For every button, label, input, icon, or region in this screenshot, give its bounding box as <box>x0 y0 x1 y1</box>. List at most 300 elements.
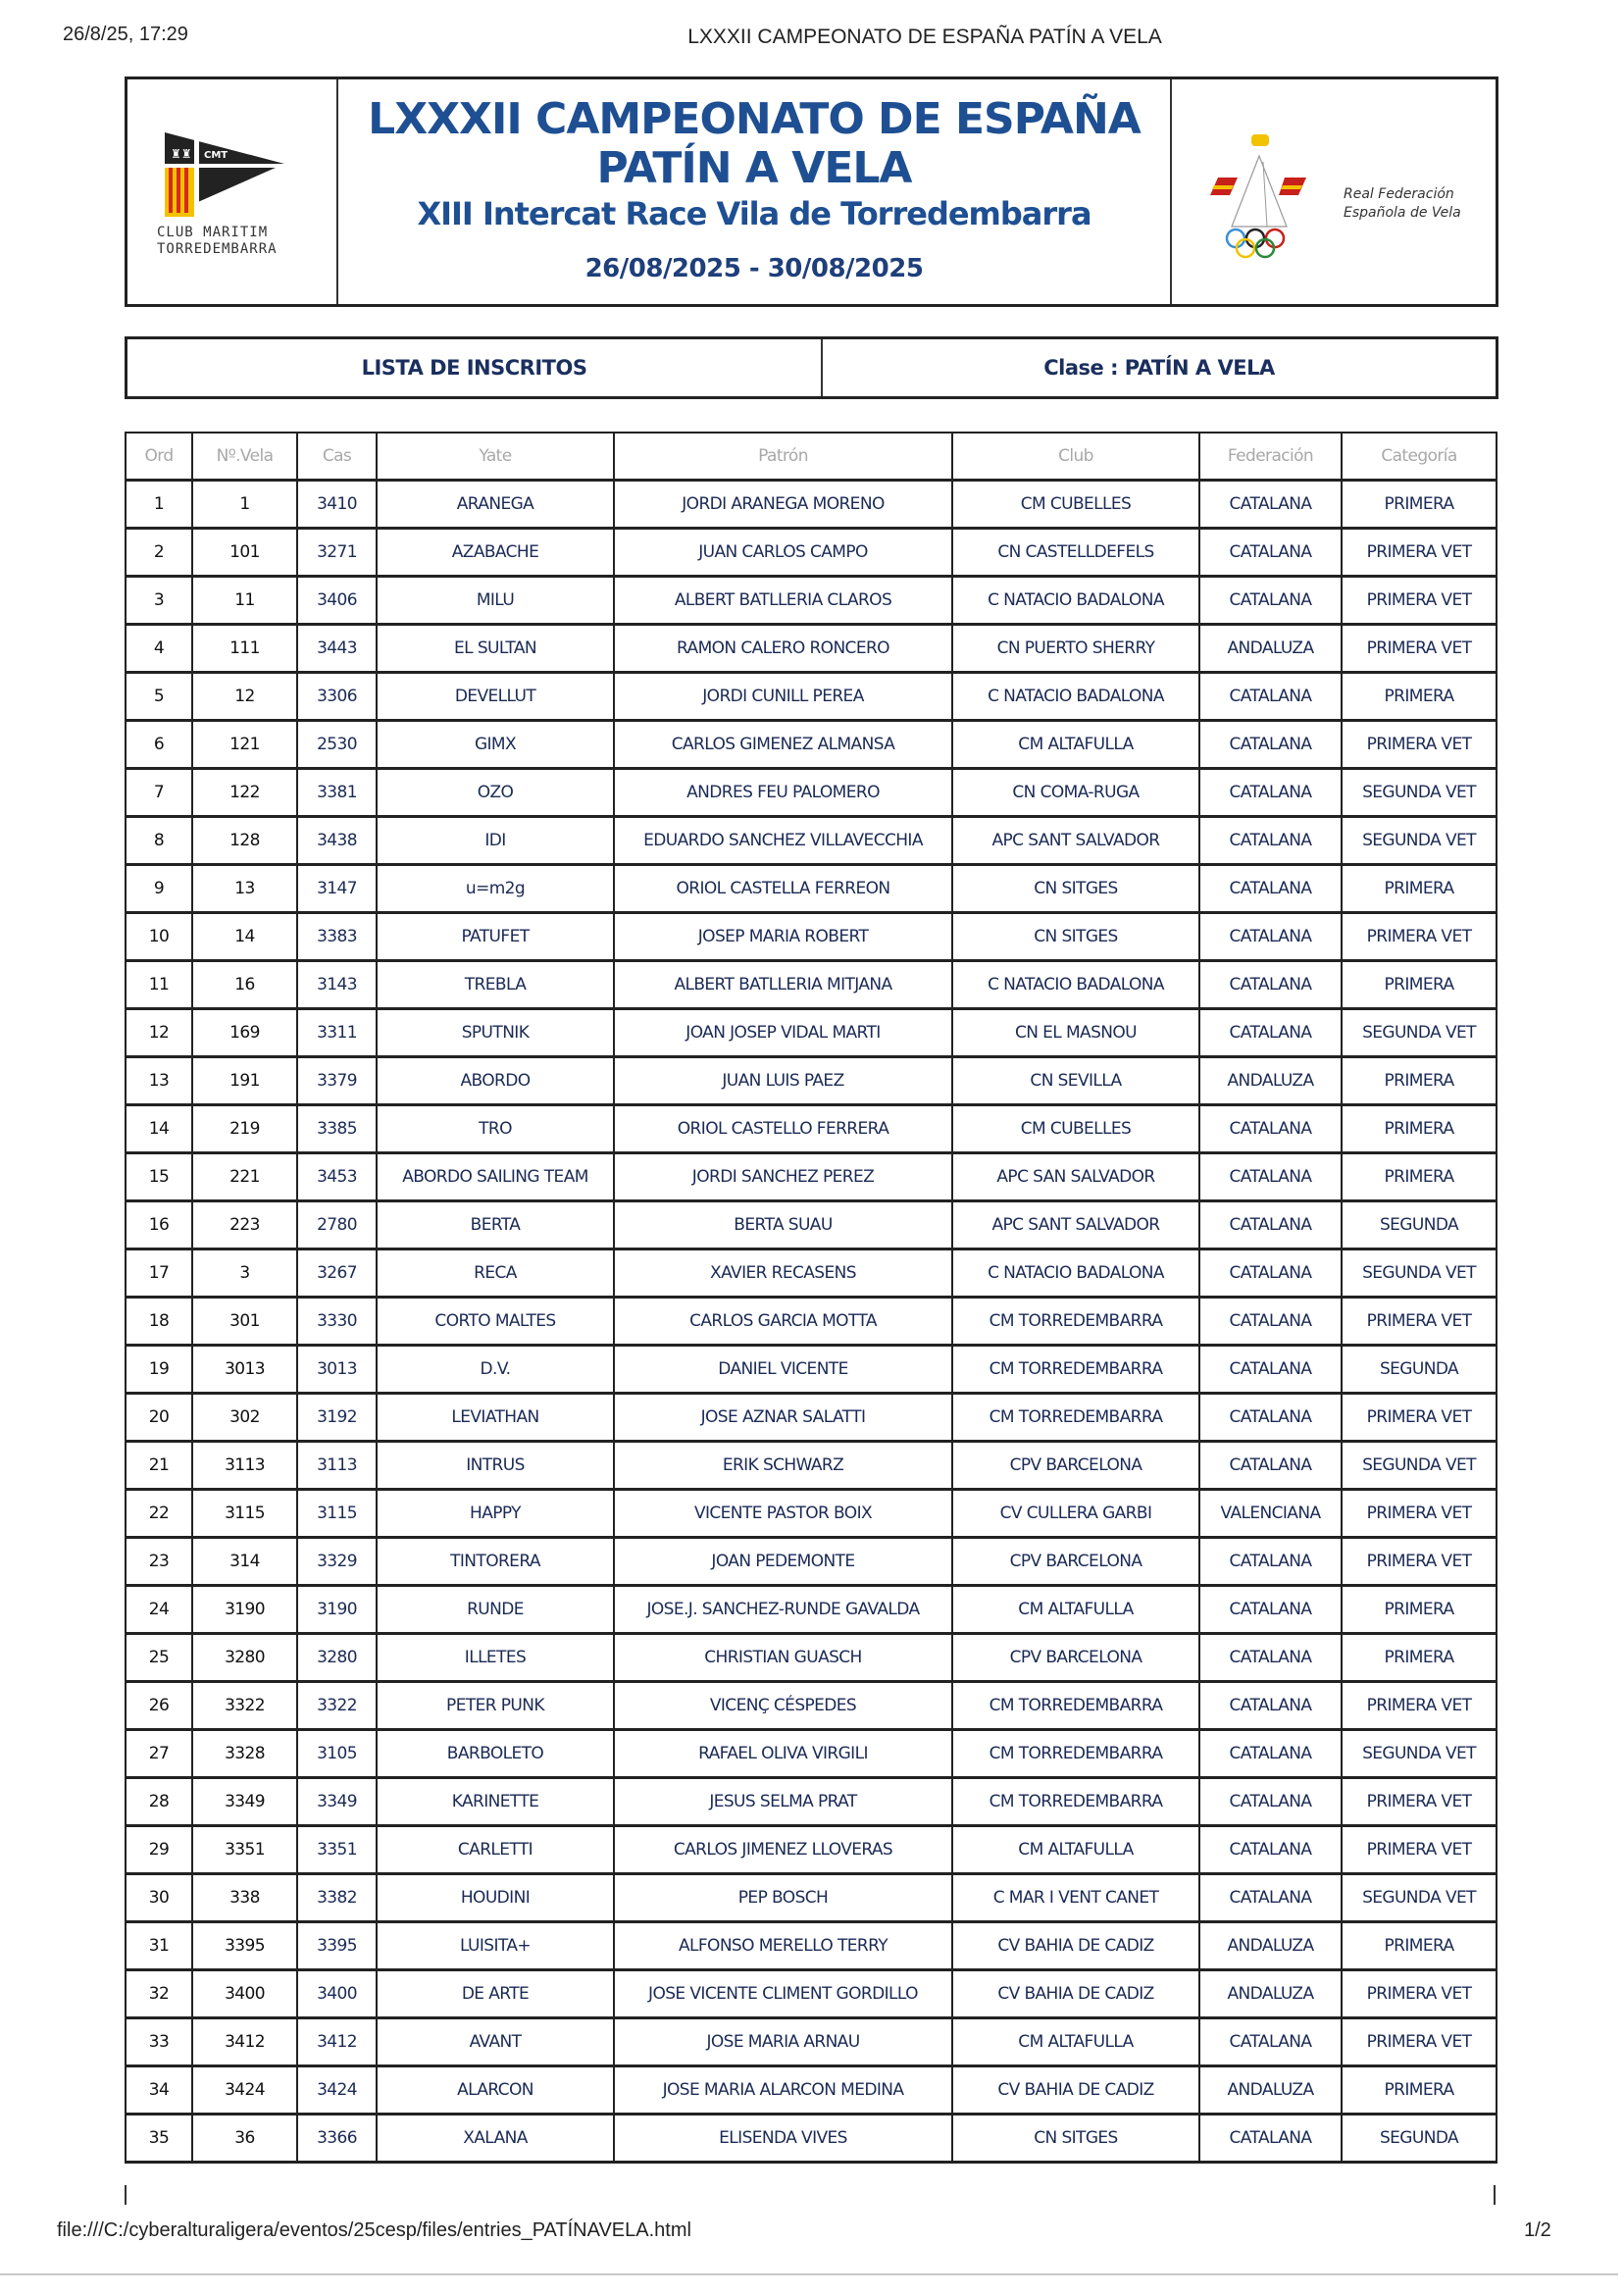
cell-yate: ARANEGA <box>377 481 614 529</box>
cell-patron: ORIOL CASTELLO FERRERA <box>614 1105 952 1153</box>
cell-patron: VICENÇ CÉSPEDES <box>614 1682 952 1730</box>
cell-patron: JOSE MARIA ARNAU <box>614 2018 952 2066</box>
cell-cas: 3113 <box>297 1442 377 1490</box>
cell-ord: 24 <box>126 1586 192 1634</box>
cell-club: CPV BARCELONA <box>952 1538 1199 1586</box>
cell-cas: 3379 <box>297 1057 377 1105</box>
cell-vela: 122 <box>192 769 297 817</box>
cell-federacion: CATALANA <box>1199 1586 1342 1634</box>
cell-vela: 3280 <box>192 1634 297 1682</box>
cell-patron: JORDI SANCHEZ PEREZ <box>614 1153 952 1201</box>
cell-categoria: PRIMERA VET <box>1342 529 1497 577</box>
cell-vela: 3424 <box>192 2066 297 2115</box>
cell-club: CM ALTAFULLA <box>952 2018 1199 2066</box>
column-header-vela[interactable]: Nº.Vela <box>192 433 297 481</box>
cell-vela: 13 <box>192 865 297 913</box>
cell-federacion: CATALANA <box>1199 2115 1342 2163</box>
cell-patron: ORIOL CASTELLA FERREON <box>614 865 952 913</box>
cell-club: CM ALTAFULLA <box>952 721 1199 769</box>
cell-ord: 27 <box>126 1730 192 1778</box>
cell-federacion: CATALANA <box>1199 1249 1342 1298</box>
cell-federacion: CATALANA <box>1199 1009 1342 1057</box>
cell-cas: 3443 <box>297 625 377 673</box>
cell-yate: RUNDE <box>377 1586 614 1634</box>
cell-yate: GIMX <box>377 721 614 769</box>
cell-club: CN SEVILLA <box>952 1057 1199 1105</box>
cell-ord: 8 <box>126 817 192 865</box>
cell-ord: 10 <box>126 913 192 961</box>
cell-vela: 219 <box>192 1105 297 1153</box>
table-header-row <box>126 433 1497 481</box>
cell-vela: 221 <box>192 1153 297 1201</box>
column-header-federacion[interactable]: Federación <box>1199 433 1342 481</box>
cell-yate: TINTORERA <box>377 1538 614 1586</box>
print-header-date: 26/8/25, 17:29 <box>63 24 188 45</box>
cell-ord: 6 <box>126 721 192 769</box>
table-row <box>126 1298 1497 1346</box>
cell-categoria: PRIMERA VET <box>1342 721 1497 769</box>
cell-yate: LEVIATHAN <box>377 1394 614 1442</box>
cell-club: C NATACIO BADALONA <box>952 577 1199 625</box>
cell-federacion: CATALANA <box>1199 1298 1342 1346</box>
cell-patron: RAMON CALERO RONCERO <box>614 625 952 673</box>
cell-club: CN SITGES <box>952 2115 1199 2163</box>
cell-federacion: CATALANA <box>1199 1538 1342 1586</box>
cell-yate: ABORDO <box>377 1057 614 1105</box>
cell-vela: 3400 <box>192 1970 297 2018</box>
cell-yate: D.V. <box>377 1346 614 1394</box>
cell-vela: 121 <box>192 721 297 769</box>
cell-cas: 3322 <box>297 1682 377 1730</box>
table-row <box>126 1586 1497 1634</box>
cell-yate: SPUTNIK <box>377 1009 614 1057</box>
cell-club: CN CASTELLDEFELS <box>952 529 1199 577</box>
cell-categoria: SEGUNDA VET <box>1342 1249 1497 1298</box>
table-row <box>126 529 1497 577</box>
cell-ord: 31 <box>126 1922 192 1970</box>
cell-vela: 3412 <box>192 2018 297 2066</box>
entries-table-body <box>126 481 1497 2163</box>
cell-club: CN EL MASNOU <box>952 1009 1199 1057</box>
cell-categoria: PRIMERA VET <box>1342 1490 1497 1538</box>
table-row <box>126 625 1497 673</box>
cell-club: APC SAN SALVADOR <box>952 1153 1199 1201</box>
cell-cas: 3412 <box>297 2018 377 2066</box>
table-row <box>126 481 1497 529</box>
cell-club: CM ALTAFULLA <box>952 1586 1199 1634</box>
cell-categoria: SEGUNDA VET <box>1342 1009 1497 1057</box>
cell-categoria: PRIMERA VET <box>1342 1298 1497 1346</box>
cell-patron: ALBERT BATLLERIA MITJANA <box>614 961 952 1009</box>
cell-cas: 3329 <box>297 1538 377 1586</box>
cell-patron: JOSE VICENTE CLIMENT GORDILLO <box>614 1970 952 2018</box>
cell-ord: 30 <box>126 1874 192 1922</box>
cell-patron: JOSEP MARIA ROBERT <box>614 913 952 961</box>
table-row <box>126 721 1497 769</box>
cell-yate: KARINETTE <box>377 1778 614 1826</box>
cell-patron: DANIEL VICENTE <box>614 1346 952 1394</box>
cell-patron: ERIK SCHWARZ <box>614 1442 952 1490</box>
cell-patron: ELISENDA VIVES <box>614 2115 952 2163</box>
column-header-ord[interactable]: Ord <box>126 433 192 481</box>
cell-patron: RAFAEL OLIVA VIRGILI <box>614 1730 952 1778</box>
cell-patron: XAVIER RECASENS <box>614 1249 952 1298</box>
cell-cas: 3400 <box>297 1970 377 2018</box>
cell-patron: JOAN JOSEP VIDAL MARTI <box>614 1009 952 1057</box>
cell-club: APC SANT SALVADOR <box>952 817 1199 865</box>
cell-ord: 15 <box>126 1153 192 1201</box>
cell-vela: 169 <box>192 1009 297 1057</box>
cell-federacion: CATALANA <box>1199 817 1342 865</box>
cell-cas: 3280 <box>297 1634 377 1682</box>
cell-ord: 12 <box>126 1009 192 1057</box>
cell-federacion: CATALANA <box>1199 1442 1342 1490</box>
table-row <box>126 1538 1497 1586</box>
cell-yate: u=m2g <box>377 865 614 913</box>
cell-patron: JOAN PEDEMONTE <box>614 1538 952 1586</box>
cell-federacion: CATALANA <box>1199 769 1342 817</box>
cell-patron: JESUS SELMA PRAT <box>614 1778 952 1826</box>
club-maritim-logo <box>127 79 338 304</box>
table-row <box>126 673 1497 721</box>
cell-categoria: PRIMERA <box>1342 1057 1497 1105</box>
cell-categoria: PRIMERA <box>1342 1105 1497 1153</box>
cell-federacion: CATALANA <box>1199 961 1342 1009</box>
cell-cas: 3267 <box>297 1249 377 1298</box>
rfev-logo <box>1172 79 1496 304</box>
cell-categoria: PRIMERA <box>1342 1586 1497 1634</box>
cell-vela: 3115 <box>192 1490 297 1538</box>
cell-patron: EDUARDO SANCHEZ VILLAVECCHIA <box>614 817 952 865</box>
cell-club: C NATACIO BADALONA <box>952 673 1199 721</box>
table-row <box>126 1201 1497 1249</box>
cell-categoria: SEGUNDA <box>1342 2115 1497 2163</box>
cell-club: CN SITGES <box>952 865 1199 913</box>
table-row <box>126 1442 1497 1490</box>
column-header-club[interactable]: Club <box>952 433 1199 481</box>
table-row <box>126 2018 1497 2066</box>
cell-vela: 111 <box>192 625 297 673</box>
cell-vela: 223 <box>192 1201 297 1249</box>
cell-federacion: ANDALUZA <box>1199 2066 1342 2115</box>
cell-ord: 17 <box>126 1249 192 1298</box>
cell-yate: INTRUS <box>377 1442 614 1490</box>
table-row <box>126 577 1497 625</box>
cell-patron: BERTA SUAU <box>614 1201 952 1249</box>
table-left-border-tail <box>125 2185 127 2205</box>
svg-text:CMT: CMT <box>204 150 228 161</box>
cell-cas: 3143 <box>297 961 377 1009</box>
cell-yate: AVANT <box>377 2018 614 2066</box>
cell-federacion: CATALANA <box>1199 1201 1342 1249</box>
cell-club: C MAR I VENT CANET <box>952 1874 1199 1922</box>
table-row <box>126 2066 1497 2115</box>
cell-ord: 4 <box>126 625 192 673</box>
table-row <box>126 1346 1497 1394</box>
cell-ord: 14 <box>126 1105 192 1153</box>
cell-vela: 128 <box>192 817 297 865</box>
event-subtitle: XIII Intercat Race Vila de Torredembarra <box>417 195 1091 232</box>
cell-yate: DEVELLUT <box>377 673 614 721</box>
cell-cas: 3385 <box>297 1105 377 1153</box>
cell-ord: 11 <box>126 961 192 1009</box>
cell-vela: 11 <box>192 577 297 625</box>
cell-federacion: CATALANA <box>1199 1778 1342 1826</box>
cell-ord: 22 <box>126 1490 192 1538</box>
cell-categoria: PRIMERA VET <box>1342 913 1497 961</box>
cell-yate: CARLETTI <box>377 1826 614 1874</box>
cell-federacion: CATALANA <box>1199 1682 1342 1730</box>
column-header-yate[interactable]: Yate <box>377 433 614 481</box>
cell-federacion: ANDALUZA <box>1199 1922 1342 1970</box>
cell-federacion: ANDALUZA <box>1199 1970 1342 2018</box>
cell-vela: 3 <box>192 1249 297 1298</box>
cell-yate: TREBLA <box>377 961 614 1009</box>
club-name-line2: TORREDEMBARRA <box>157 241 278 257</box>
cell-yate: LUISITA+ <box>377 1922 614 1970</box>
cell-ord: 16 <box>126 1201 192 1249</box>
table-row <box>126 2115 1497 2163</box>
cell-cas: 3330 <box>297 1298 377 1346</box>
cell-vela: 12 <box>192 673 297 721</box>
cell-ord: 34 <box>126 2066 192 2115</box>
cell-vela: 314 <box>192 1538 297 1586</box>
club-name-line1: CLUB MARITIM <box>157 225 269 240</box>
cell-yate: XALANA <box>377 2115 614 2163</box>
cell-club: CV CULLERA GARBI <box>952 1490 1199 1538</box>
cell-patron: PEP BOSCH <box>614 1874 952 1922</box>
cell-patron: CARLOS JIMENEZ LLOVERAS <box>614 1826 952 1874</box>
table-row <box>126 1634 1497 1682</box>
cell-club: CN SITGES <box>952 913 1199 961</box>
cell-patron: JOSE AZNAR SALATTI <box>614 1394 952 1442</box>
cell-cas: 3410 <box>297 481 377 529</box>
cell-cas: 3190 <box>297 1586 377 1634</box>
table-row <box>126 1057 1497 1105</box>
cell-ord: 3 <box>126 577 192 625</box>
cell-club: C NATACIO BADALONA <box>952 1249 1199 1298</box>
cell-club: CV BAHIA DE CADIZ <box>952 1922 1199 1970</box>
cell-vela: 3190 <box>192 1586 297 1634</box>
cell-categoria: PRIMERA <box>1342 1922 1497 1970</box>
cell-vela: 14 <box>192 913 297 961</box>
cell-club: CM TORREDEMBARRA <box>952 1778 1199 1826</box>
cell-club: CM CUBELLES <box>952 1105 1199 1153</box>
cell-yate: OZO <box>377 769 614 817</box>
cell-cas: 3105 <box>297 1730 377 1778</box>
cell-categoria: PRIMERA VET <box>1342 1970 1497 2018</box>
cell-ord: 21 <box>126 1442 192 1490</box>
cell-cas: 3115 <box>297 1490 377 1538</box>
cell-yate: BERTA <box>377 1201 614 1249</box>
table-right-border-tail <box>1494 2185 1496 2205</box>
cell-categoria: PRIMERA VET <box>1342 1826 1497 1874</box>
cell-ord: 7 <box>126 769 192 817</box>
cell-club: CV BAHIA DE CADIZ <box>952 2066 1199 2115</box>
cell-cas: 3383 <box>297 913 377 961</box>
cell-cas: 3453 <box>297 1153 377 1201</box>
cell-vela: 101 <box>192 529 297 577</box>
cell-categoria: PRIMERA <box>1342 1153 1497 1201</box>
cell-cas: 3147 <box>297 865 377 913</box>
cell-club: CN PUERTO SHERRY <box>952 625 1199 673</box>
cell-yate: DE ARTE <box>377 1970 614 2018</box>
table-row <box>126 1153 1497 1201</box>
cell-cas: 3406 <box>297 577 377 625</box>
cell-yate: PATUFET <box>377 913 614 961</box>
cell-categoria: PRIMERA VET <box>1342 577 1497 625</box>
cell-federacion: VALENCIANA <box>1199 1490 1342 1538</box>
club-pennant-icon <box>157 130 294 219</box>
list-subheader <box>125 336 1498 399</box>
cell-vela: 302 <box>192 1394 297 1442</box>
table-row <box>126 817 1497 865</box>
cell-yate: RECA <box>377 1249 614 1298</box>
cell-club: CM TORREDEMBARRA <box>952 1346 1199 1394</box>
table-row <box>126 1874 1497 1922</box>
table-row <box>126 913 1497 961</box>
cell-ord: 13 <box>126 1057 192 1105</box>
cell-cas: 3192 <box>297 1394 377 1442</box>
cell-ord: 19 <box>126 1346 192 1394</box>
cell-yate: EL SULTAN <box>377 625 614 673</box>
cell-yate: CORTO MALTES <box>377 1298 614 1346</box>
cell-categoria: PRIMERA VET <box>1342 1682 1497 1730</box>
column-header-patron[interactable]: Patrón <box>614 433 952 481</box>
cell-federacion: CATALANA <box>1199 2018 1342 2066</box>
column-header-categoria[interactable]: Categoría <box>1342 433 1497 481</box>
print-footer-page-number: 1/2 <box>1524 2219 1551 2241</box>
page-bottom-rule <box>0 2273 1618 2275</box>
cell-yate: TRO <box>377 1105 614 1153</box>
cell-cas: 3382 <box>297 1874 377 1922</box>
cell-cas: 3351 <box>297 1826 377 1874</box>
cell-vela: 1 <box>192 481 297 529</box>
cell-federacion: ANDALUZA <box>1199 625 1342 673</box>
rfev-name-line2: Española de Vela <box>1344 205 1461 221</box>
column-header-cas[interactable]: Cas <box>297 433 377 481</box>
table-row <box>126 1249 1497 1298</box>
cell-club: CM TORREDEMBARRA <box>952 1730 1199 1778</box>
cell-ord: 2 <box>126 529 192 577</box>
event-dates: 26/08/2025 - 30/08/2025 <box>584 254 924 283</box>
cell-vela: 3328 <box>192 1730 297 1778</box>
cell-federacion: CATALANA <box>1199 1826 1342 1874</box>
cell-vela: 191 <box>192 1057 297 1105</box>
cell-vela: 3395 <box>192 1922 297 1970</box>
cell-club: CPV BARCELONA <box>952 1442 1199 1490</box>
rfev-name-line1: Real Federación <box>1344 186 1454 202</box>
cell-patron: JOSE MARIA ALARCON MEDINA <box>614 2066 952 2115</box>
cell-categoria: SEGUNDA VET <box>1342 1442 1497 1490</box>
cell-patron: JORDI CUNILL PEREA <box>614 673 952 721</box>
cell-federacion: CATALANA <box>1199 1153 1342 1201</box>
rfev-sail-olympic-rings-icon <box>1196 128 1344 276</box>
cell-yate: IDI <box>377 817 614 865</box>
cell-patron: ANDRES FEU PALOMERO <box>614 769 952 817</box>
cell-categoria: PRIMERA <box>1342 865 1497 913</box>
cell-vela: 3113 <box>192 1442 297 1490</box>
cell-ord: 32 <box>126 1970 192 2018</box>
cell-vela: 36 <box>192 2115 297 2163</box>
cell-cas: 3311 <box>297 1009 377 1057</box>
cell-federacion: CATALANA <box>1199 577 1342 625</box>
cell-federacion: CATALANA <box>1199 913 1342 961</box>
cell-patron: JOSE.J. SANCHEZ-RUNDE GAVALDA <box>614 1586 952 1634</box>
cell-yate: AZABACHE <box>377 529 614 577</box>
cell-federacion: CATALANA <box>1199 529 1342 577</box>
cell-patron: ALBERT BATLLERIA CLAROS <box>614 577 952 625</box>
cell-categoria: SEGUNDA VET <box>1342 817 1497 865</box>
cell-club: CM TORREDEMBARRA <box>952 1298 1199 1346</box>
cell-categoria: SEGUNDA VET <box>1342 769 1497 817</box>
cell-federacion: CATALANA <box>1199 1346 1342 1394</box>
cell-categoria: SEGUNDA VET <box>1342 1730 1497 1778</box>
cell-categoria: PRIMERA VET <box>1342 1778 1497 1826</box>
cell-categoria: PRIMERA <box>1342 2066 1497 2115</box>
cell-club: CM CUBELLES <box>952 481 1199 529</box>
cell-club: APC SANT SALVADOR <box>952 1201 1199 1249</box>
cell-vela: 3013 <box>192 1346 297 1394</box>
event-title-block <box>338 79 1172 304</box>
cell-cas: 3424 <box>297 2066 377 2115</box>
cell-federacion: CATALANA <box>1199 1394 1342 1442</box>
cell-categoria: SEGUNDA VET <box>1342 1874 1497 1922</box>
cell-yate: MILU <box>377 577 614 625</box>
cell-ord: 33 <box>126 2018 192 2066</box>
cell-ord: 20 <box>126 1394 192 1442</box>
cell-cas: 3013 <box>297 1346 377 1394</box>
table-row <box>126 1970 1497 2018</box>
event-header-box <box>125 76 1498 307</box>
table-row <box>126 1922 1497 1970</box>
cell-club: CM TORREDEMBARRA <box>952 1682 1199 1730</box>
cell-ord: 9 <box>126 865 192 913</box>
cell-ord: 5 <box>126 673 192 721</box>
cell-vela: 3322 <box>192 1682 297 1730</box>
cell-ord: 29 <box>126 1826 192 1874</box>
cell-vela: 338 <box>192 1874 297 1922</box>
cell-cas: 3366 <box>297 2115 377 2163</box>
table-row <box>126 961 1497 1009</box>
cell-club: C NATACIO BADALONA <box>952 961 1199 1009</box>
cell-patron: VICENTE PASTOR BOIX <box>614 1490 952 1538</box>
cell-yate: HOUDINI <box>377 1874 614 1922</box>
table-row <box>126 1682 1497 1730</box>
cell-categoria: PRIMERA VET <box>1342 625 1497 673</box>
cell-ord: 35 <box>126 2115 192 2163</box>
cell-cas: 3349 <box>297 1778 377 1826</box>
table-row <box>126 1730 1497 1778</box>
cell-patron: ALFONSO MERELLO TERRY <box>614 1922 952 1970</box>
cell-club: CV BAHIA DE CADIZ <box>952 1970 1199 2018</box>
cell-patron: CARLOS GIMENEZ ALMANSA <box>614 721 952 769</box>
list-title: LISTA DE INSCRITOS <box>127 339 823 396</box>
cell-categoria: PRIMERA VET <box>1342 1538 1497 1586</box>
table-row <box>126 769 1497 817</box>
cell-categoria: PRIMERA <box>1342 1634 1497 1682</box>
cell-cas: 2530 <box>297 721 377 769</box>
cell-yate: BARBOLETO <box>377 1730 614 1778</box>
cell-federacion: ANDALUZA <box>1199 1057 1342 1105</box>
table-row <box>126 1105 1497 1153</box>
cell-categoria: PRIMERA VET <box>1342 1394 1497 1442</box>
cell-federacion: CATALANA <box>1199 1634 1342 1682</box>
cell-patron: JUAN CARLOS CAMPO <box>614 529 952 577</box>
cell-categoria: PRIMERA <box>1342 481 1497 529</box>
class-label: Clase : PATÍN A VELA <box>1043 356 1275 380</box>
cell-club: CPV BARCELONA <box>952 1634 1199 1682</box>
